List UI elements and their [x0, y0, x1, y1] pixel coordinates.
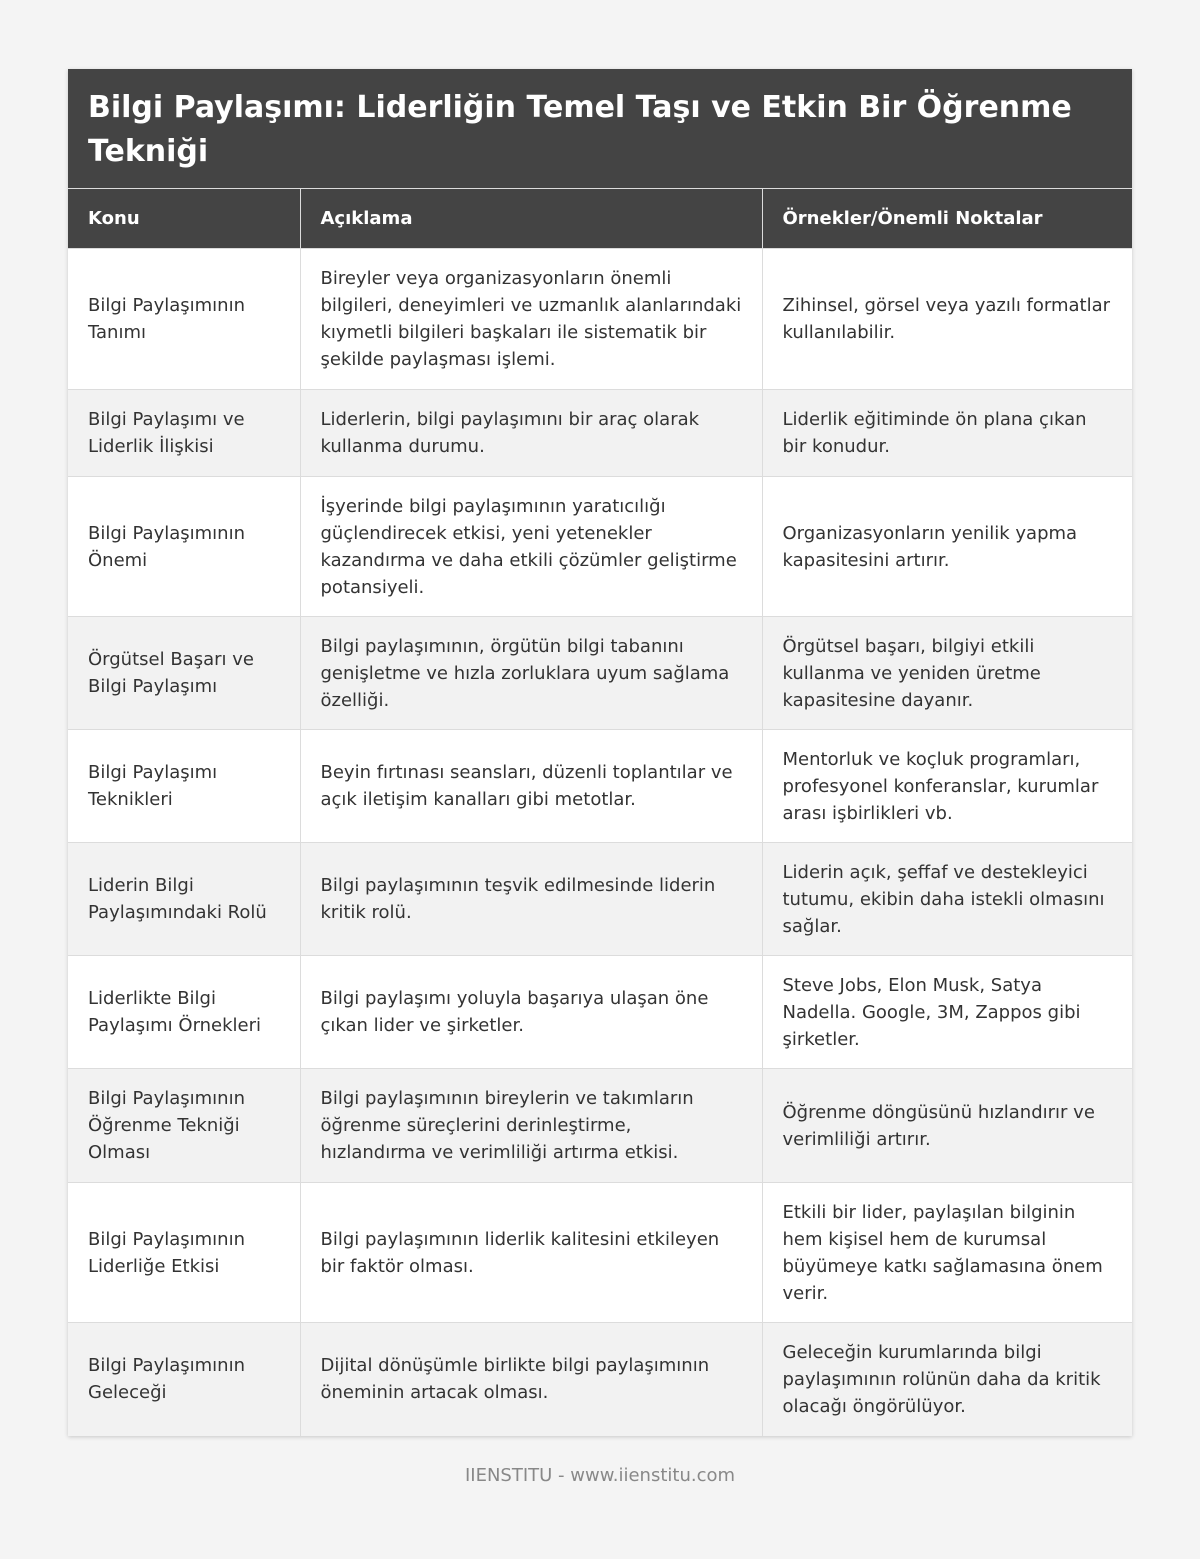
table-row	[68, 477, 1132, 617]
table-row	[68, 390, 1132, 477]
cell-ornekler: Geleceğin kurumlarında bilgi paylaşımının rolünün daha da kritik olacağı öngörülüyor.	[762, 1323, 1132, 1436]
content-card	[68, 69, 1132, 1436]
page-title: Bilgi Paylaşımı: Liderliğin Temel Taşı ve Etkin Bir Öğrenme Tekniği	[88, 90, 1072, 169]
cell-konu: Bilgi Paylaşımı Teknikleri	[68, 730, 300, 843]
table-header-row	[68, 189, 1132, 249]
header-konu: Konu	[68, 189, 300, 249]
cell-ornekler: Organizasyonların yenilik yapma kapasitesini artırır.	[762, 477, 1132, 617]
cell-ornekler: Mentorluk ve koçluk programları, profesyonel konferanslar, kurumlar arası işbirlikleri vb.	[762, 730, 1132, 843]
cell-aciklama: Bireyler veya organizasyonların önemli bilgileri, deneyimleri ve uzmanlık alanlarındaki kıymetli bilgileri başkaları ile sistematik bir şekilde paylaşması işlemi.	[300, 249, 762, 390]
cell-ornekler: Zihinsel, görsel veya yazılı formatlar kullanılabilir.	[762, 249, 1132, 390]
cell-konu: Bilgi Paylaşımının Tanımı	[68, 249, 300, 390]
cell-konu: Bilgi Paylaşımının Önemi	[68, 477, 300, 617]
cell-konu: Bilgi Paylaşımının Geleceği	[68, 1323, 300, 1436]
table-row	[68, 956, 1132, 1069]
cell-aciklama: Beyin fırtınası seansları, düzenli toplantılar ve açık iletişim kanalları gibi metotlar.	[300, 730, 762, 843]
cell-konu: Liderin Bilgi Paylaşımındaki Rolü	[68, 843, 300, 956]
table-row	[68, 1323, 1132, 1436]
cell-ornekler: Örgütsel başarı, bilgiyi etkili kullanma ve yeniden üretme kapasitesine dayanır.	[762, 617, 1132, 730]
cell-aciklama: Dijital dönüşümle birlikte bilgi paylaşımının öneminin artacak olması.	[300, 1323, 762, 1436]
cell-ornekler: Liderin açık, şeffaf ve destekleyici tutumu, ekibin daha istekli olmasını sağlar.	[762, 843, 1132, 956]
table-row	[68, 843, 1132, 956]
cell-aciklama: Liderlerin, bilgi paylaşımını bir araç olarak kullanma durumu.	[300, 390, 762, 477]
cell-aciklama: İşyerinde bilgi paylaşımının yaratıcılığı güçlendirecek etkisi, yeni yetenekler kazandırma ve daha etkili çözümler geliştirme potansiyeli.	[300, 477, 762, 617]
header-ornekler: Örnekler/Önemli Noktalar	[762, 189, 1132, 249]
cell-ornekler: Steve Jobs, Elon Musk, Satya Nadella. Google, 3M, Zappos gibi şirketler.	[762, 956, 1132, 1069]
table-row	[68, 1183, 1132, 1323]
cell-aciklama: Bilgi paylaşımı yoluyla başarıya ulaşan öne çıkan lider ve şirketler.	[300, 956, 762, 1069]
title-bar	[68, 69, 1132, 188]
cell-konu: Bilgi Paylaşımının Liderliğe Etkisi	[68, 1183, 300, 1323]
cell-ornekler: Öğrenme döngüsünü hızlandırır ve verimliliği artırır.	[762, 1069, 1132, 1183]
cell-ornekler: Etkili bir lider, paylaşılan bilginin hem kişisel hem de kurumsal büyümeye katkı sağlamasına önem verir.	[762, 1183, 1132, 1323]
cell-konu: Örgütsel Başarı ve Bilgi Paylaşımı	[68, 617, 300, 730]
cell-aciklama: Bilgi paylaşımının, örgütün bilgi tabanını genişletme ve hızla zorluklara uyum sağlama özelliği.	[300, 617, 762, 730]
info-table	[68, 188, 1132, 1436]
table-row	[68, 1069, 1132, 1183]
table-row	[68, 249, 1132, 390]
table-row	[68, 617, 1132, 730]
cell-aciklama: Bilgi paylaşımının liderlik kalitesini etkileyen bir faktör olması.	[300, 1183, 762, 1323]
cell-aciklama: Bilgi paylaşımının teşvik edilmesinde liderin kritik rolü.	[300, 843, 762, 956]
table-row	[68, 730, 1132, 843]
footer-credit: IIENSTITU - www.iienstitu.com	[464, 1465, 736, 1486]
cell-konu: Bilgi Paylaşımı ve Liderlik İlişkisi	[68, 390, 300, 477]
cell-ornekler: Liderlik eğitiminde ön plana çıkan bir konudur.	[762, 390, 1132, 477]
cell-konu: Liderlikte Bilgi Paylaşımı Örnekleri	[68, 956, 300, 1069]
cell-aciklama: Bilgi paylaşımının bireylerin ve takımların öğrenme süreçlerini derinleştirme, hızlandırma ve verimliliği artırma etkisi.	[300, 1069, 762, 1183]
cell-konu: Bilgi Paylaşımının Öğrenme Tekniği Olması	[68, 1069, 300, 1183]
header-aciklama: Açıklama	[300, 189, 762, 249]
